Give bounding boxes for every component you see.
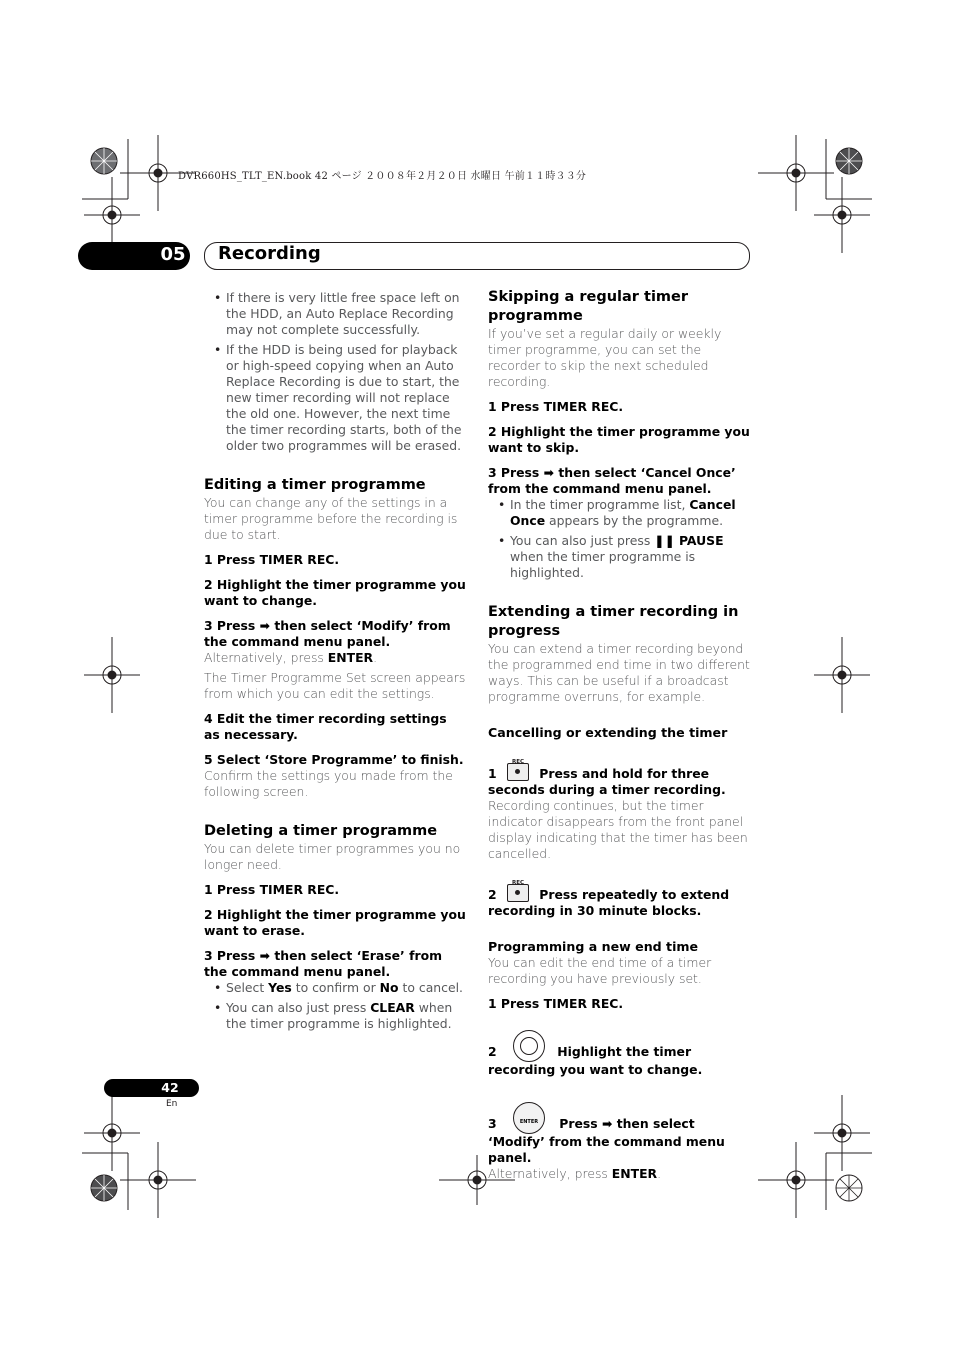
step-3 [488,1102,750,1166]
page-number: 42 [161,1080,179,1095]
text: Alternatively, press [204,650,328,665]
section-heading-deleting: Deleting a timer programme [204,823,438,839]
step-2: 2 Highlight the timer programme you want to change. [204,577,466,608]
key-yes: Yes [268,980,292,995]
text: when the timer programme is highlighted. [226,1000,453,1031]
section-heading-skipping: Skipping a regular timer programme [488,289,689,324]
right-arrow-icon: ➡ [259,948,270,963]
rec-button-icon [507,759,529,781]
step-text: 3 Press [488,465,540,480]
step-3 [488,465,750,497]
text: You can also just press [510,533,655,548]
intro-bullet-list [204,290,466,454]
text: to confirm or [291,980,380,995]
paragraph: If you’ve set a regular daily or weekly timer programme, you can set the recorder to skip the next scheduled recording. [488,326,722,389]
section-heading-extending: Extending a timer recording in progress [488,604,739,639]
paragraph: You can extend a timer recording beyond the programmed end time in two different ways. This can be useful if a broadcast programme overruns, for example. [488,641,750,704]
paragraph: You can change any of the settings in a timer programme before the recording is due to start. [204,495,458,542]
step-text: Highlight the timer recording you want to change. [488,1044,703,1077]
subheading-cancel-extend: Cancelling or extending the timer [488,725,728,740]
text: Alternatively, press [488,1166,612,1181]
list-item [488,533,750,581]
step-number: 1 [488,766,497,781]
right-column [488,288,750,1182]
key-enter: ENTER [327,650,374,665]
step-text: then select ‘Modify’ from the command menu panel. [488,1116,725,1165]
section-heading-editing: Editing a timer programme [204,477,426,493]
paragraph: The Timer Programme Set screen appears from which you can edit the settings. [204,670,466,701]
step-text: 3 Press [204,948,256,963]
cursor-dial-icon [513,1030,545,1062]
crosshair-targets [84,135,870,1218]
step-1: 1 Press TIMER REC. [488,399,624,414]
step-number: 3 [488,1116,497,1131]
text: . [657,1166,662,1181]
right-arrow-icon: ➡ [543,465,554,480]
text: You can also just press [226,1000,371,1015]
chapter-title: Recording [218,243,321,264]
rec-label: REC [511,880,524,886]
pause-icon: ❚❚ [654,533,675,548]
step-3 [204,618,466,650]
book-file-line: DVR660HS_TLT_EN.book 42 ページ ２００８年２月２０日 水曜日 午前１１時３３分 [178,171,587,182]
step-1 [488,759,750,798]
enter-label: ENTER [519,1119,539,1125]
step-text: then select ‘Cancel Once’ from the command menu panel. [488,465,736,496]
step-text: Press and hold for three seconds during a timer recording. [488,766,726,797]
step-1: 1 Press TIMER REC. [204,882,340,897]
step-2 [488,1030,750,1078]
step-text: 3 Press [204,618,256,633]
text: In the timer programme list, [510,497,690,512]
text: . [373,650,378,665]
note-bullet-list [488,497,750,581]
subheading-new-end-time: Programming a new end time [488,939,699,954]
page-language: En [166,1099,178,1109]
step-1: 1 Press TIMER REC. [488,996,624,1011]
key-clear: CLEAR [370,1000,415,1015]
list-item: • If there is very little free space left on the HDD, an Auto Replace Recording may not complete successfully. [204,290,466,338]
step-3 [204,948,466,980]
key-enter: ENTER [611,1166,658,1181]
list-item [204,1000,466,1032]
paragraph [488,1166,750,1182]
key-pause: PAUSE [678,533,724,548]
step-5: 5 Select ‘Store Programme’ to finish. [204,752,464,767]
text: when the timer programme is highlighted. [510,549,696,580]
paragraph: Recording continues, but the timer indicator disappears from the front panel display indicating that the timer has been cancelled. [488,798,748,861]
key-no: No [379,980,399,995]
text: appears by the programme. [545,513,724,528]
left-column [204,290,466,1032]
paragraph [204,650,466,666]
step-text: then select ‘Erase’ from the command menu panel. [204,948,442,979]
step-text: Press repeatedly to extend recording in 30 minute blocks. [488,887,730,918]
step-number: 2 [488,1044,497,1059]
right-arrow-icon: ➡ [259,618,270,633]
key-cancel-once: Cancel Once [510,497,736,528]
step-4: 4 Edit the timer recording settings as necessary. [204,711,447,742]
note-bullet-list [204,980,466,1032]
enter-dial-icon [513,1102,545,1134]
step-text: then select ‘Modify’ from the command menu panel. [204,618,451,649]
paragraph: You can edit the end time of a timer recording you have previously set. [488,955,712,986]
step-text: Press [559,1116,598,1131]
step-2 [488,880,750,919]
list-item [488,497,750,529]
step-2: 2 Highlight the timer programme you want to skip. [488,424,750,455]
step-number: 2 [488,887,497,902]
step-1: 1 Press TIMER REC. [204,552,340,567]
chapter-number: 05 [160,244,186,265]
text: to cancel. [398,980,463,995]
right-arrow-icon: ➡ [601,1116,613,1131]
paragraph: Confirm the settings you made from the following screen. [204,768,453,799]
list-item: • If the HDD is being used for playback or high-speed copying when an Auto Replace Recording is due to start, the new timer recording will not replace the old one. However, the next time the timer recording starts, both of the older two programmes will be erased. [204,342,466,454]
rec-button-icon [507,880,529,902]
text: Select [226,980,269,995]
paragraph: You can delete timer programmes you no longer need. [204,841,461,872]
rec-label: REC [511,759,524,765]
list-item [204,980,466,996]
step-2: 2 Highlight the timer programme you want to erase. [204,907,466,938]
